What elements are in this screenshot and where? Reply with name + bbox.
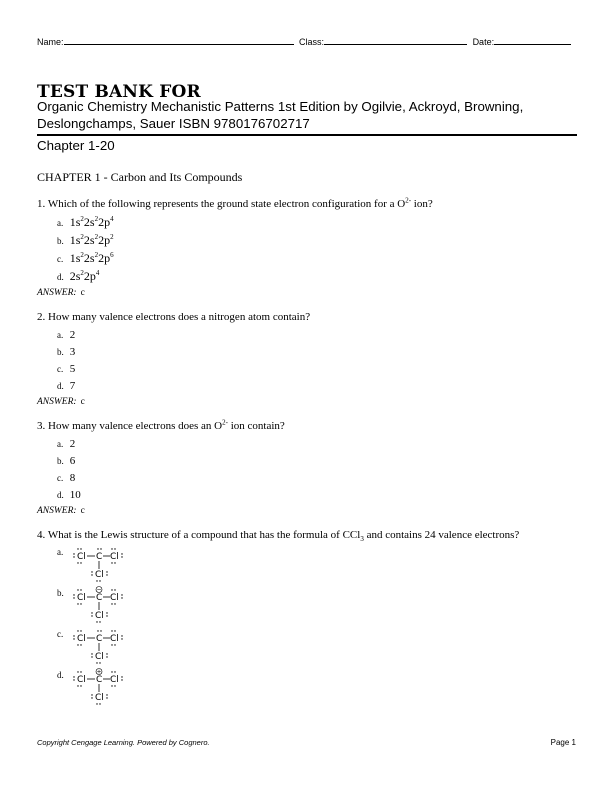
question-text bbox=[37, 311, 582, 323]
question-number: 1. bbox=[37, 198, 46, 210]
chlorine-atom: Cl bbox=[77, 675, 86, 685]
config-orbital: 2p bbox=[98, 215, 111, 229]
carbon-atom: C bbox=[96, 593, 103, 603]
option bbox=[57, 214, 582, 232]
lone-pair-dot bbox=[96, 580, 97, 581]
lone-pair-dot bbox=[114, 589, 115, 590]
question-number: 3. bbox=[37, 420, 46, 432]
chlorine-atom: Cl bbox=[95, 693, 104, 703]
carbon-atom: C bbox=[96, 552, 103, 562]
lone-pair-dot bbox=[73, 679, 74, 680]
lone-pair-dot bbox=[80, 548, 81, 549]
lone-pair-dot bbox=[106, 653, 107, 654]
lone-pair-dot bbox=[111, 671, 112, 672]
carbon-atom: C bbox=[96, 634, 103, 644]
config-superscript: 2 bbox=[80, 251, 84, 259]
lone-pair-dot bbox=[121, 676, 122, 677]
config-superscript: 4 bbox=[95, 269, 100, 277]
lewis-options-list bbox=[37, 545, 582, 709]
lone-pair-dot bbox=[80, 685, 81, 686]
option-label: a. bbox=[57, 439, 64, 449]
option-label: c. bbox=[57, 364, 64, 374]
lone-pair-dot bbox=[77, 685, 78, 686]
lone-pair-dot bbox=[91, 694, 92, 695]
lone-pair-dot bbox=[80, 589, 81, 590]
question-4 bbox=[37, 529, 582, 709]
lone-pair-dot bbox=[106, 697, 107, 698]
lone-pair-dot bbox=[99, 662, 100, 663]
config-orbital: 2s bbox=[83, 233, 95, 247]
lone-pair-dot bbox=[73, 676, 74, 677]
chlorine-atom: Cl bbox=[95, 570, 104, 580]
lone-pair-dot bbox=[121, 594, 122, 595]
lone-pair-dot bbox=[111, 603, 112, 604]
chlorine-atom: Cl bbox=[110, 552, 119, 562]
question-number: 2. bbox=[37, 311, 46, 323]
question-text-part: ion contain? bbox=[227, 420, 285, 432]
lewis-structure bbox=[67, 668, 131, 708]
lone-pair-dot bbox=[77, 589, 78, 590]
class-label: Class: bbox=[299, 37, 325, 47]
lone-pair-dot bbox=[111, 562, 112, 563]
lone-pair-dot bbox=[106, 615, 107, 616]
option bbox=[57, 378, 582, 395]
option-value: 6 bbox=[69, 455, 76, 467]
lone-pair-dot bbox=[73, 556, 74, 557]
lone-pair-dot bbox=[97, 630, 98, 631]
config-orbital: 2s bbox=[69, 269, 81, 283]
lone-pair-dot bbox=[80, 644, 81, 645]
question-text-part: What is the Lewis structure of a compound that has the formula of CCl bbox=[47, 529, 361, 541]
lone-pair-dot bbox=[91, 615, 92, 616]
lone-pair-dot bbox=[73, 597, 74, 598]
formal-charge-sign: + bbox=[96, 668, 102, 676]
footer-copyright: Copyright Cengage Learning. Powered by Cognero. bbox=[37, 738, 210, 747]
lone-pair-dot bbox=[121, 638, 122, 639]
lone-pair-dot bbox=[106, 574, 107, 575]
option bbox=[57, 470, 582, 487]
config-superscript: 2 bbox=[94, 215, 99, 223]
answer-value: c bbox=[80, 506, 85, 516]
lone-pair-dot bbox=[100, 548, 101, 549]
option-label: b. bbox=[57, 236, 64, 246]
lone-pair-dot bbox=[111, 630, 112, 631]
lone-pair-dot bbox=[77, 603, 78, 604]
formal-charge-sign: − bbox=[96, 586, 102, 594]
config-orbital: 1s bbox=[69, 251, 81, 265]
lone-pair-dot bbox=[99, 703, 100, 704]
question-text-part: and contains 24 valence electrons? bbox=[363, 529, 520, 541]
lone-pair-dot bbox=[111, 644, 112, 645]
config-orbital: 1s bbox=[69, 215, 81, 229]
electron-configuration bbox=[70, 233, 114, 247]
option-label: a. bbox=[57, 218, 64, 228]
option-value: 5 bbox=[69, 363, 76, 375]
config-superscript: 6 bbox=[110, 251, 114, 259]
electron-configuration bbox=[70, 251, 114, 265]
config-superscript: 2 bbox=[110, 233, 114, 241]
chapter-heading: CHAPTER 1 - Carbon and Its Compounds bbox=[37, 170, 243, 184]
chlorine-atom: Cl bbox=[95, 652, 104, 662]
option bbox=[57, 361, 582, 378]
config-orbital: 2p bbox=[83, 269, 96, 283]
chlorine-atom: Cl bbox=[95, 611, 104, 621]
option-value: 2 bbox=[69, 438, 76, 450]
option-label: a. bbox=[57, 547, 64, 557]
option-label: a. bbox=[57, 330, 64, 340]
chlorine-atom: Cl bbox=[110, 593, 119, 603]
config-superscript: 2 bbox=[80, 269, 84, 277]
option bbox=[57, 344, 582, 361]
lone-pair-dot bbox=[121, 597, 122, 598]
option-label: c. bbox=[57, 473, 64, 483]
lone-pair-dot bbox=[91, 697, 92, 698]
lone-pair-dot bbox=[100, 630, 101, 631]
lone-pair-dot bbox=[91, 571, 92, 572]
option bbox=[57, 232, 582, 250]
answer-line bbox=[37, 288, 582, 298]
option bbox=[57, 487, 582, 504]
answer-line bbox=[37, 397, 582, 407]
config-orbital: 2s bbox=[83, 251, 95, 265]
lone-pair-dot bbox=[80, 630, 81, 631]
carbon-atom: C bbox=[96, 675, 103, 685]
chlorine-atom: Cl bbox=[110, 634, 119, 644]
lone-pair-dot bbox=[91, 653, 92, 654]
answer-label: ANSWER: bbox=[37, 288, 77, 298]
config-superscript: 4 bbox=[110, 215, 114, 223]
option-label: d. bbox=[57, 490, 64, 500]
chapter-range: Chapter 1-20 bbox=[37, 138, 115, 153]
lone-pair-dot bbox=[77, 562, 78, 563]
date-blank bbox=[494, 36, 571, 45]
electron-configuration bbox=[70, 215, 114, 229]
lone-pair-dot bbox=[80, 671, 81, 672]
option-label: c. bbox=[57, 629, 64, 639]
lone-pair-dot bbox=[96, 662, 97, 663]
lewis-structure bbox=[67, 627, 131, 667]
lone-pair-dot bbox=[114, 603, 115, 604]
lone-pair-dot bbox=[114, 548, 115, 549]
lone-pair-dot bbox=[114, 630, 115, 631]
config-superscript: 2 bbox=[94, 233, 99, 241]
answer-label: ANSWER: bbox=[37, 397, 77, 407]
superscript: 2- bbox=[222, 418, 228, 427]
option-label: d. bbox=[57, 272, 64, 282]
lone-pair-dot bbox=[114, 685, 115, 686]
option-label: b. bbox=[57, 588, 64, 598]
lone-pair-dot bbox=[106, 656, 107, 657]
lone-pair-dot bbox=[111, 548, 112, 549]
lone-pair-dot bbox=[91, 612, 92, 613]
config-orbital: 2p bbox=[98, 251, 111, 265]
config-orbital: 1s bbox=[69, 233, 81, 247]
lone-pair-dot bbox=[121, 556, 122, 557]
answer-line bbox=[37, 506, 582, 516]
question-1 bbox=[37, 198, 582, 298]
lone-pair-dot bbox=[96, 621, 97, 622]
lone-pair-dot bbox=[99, 621, 100, 622]
option-value: 2 bbox=[69, 329, 76, 341]
option bbox=[57, 250, 582, 268]
options-list bbox=[37, 214, 582, 286]
option-value: 3 bbox=[69, 346, 76, 358]
lone-pair-dot bbox=[96, 703, 97, 704]
question-text bbox=[37, 198, 582, 210]
lone-pair-dot bbox=[73, 594, 74, 595]
page-number: Page 1 bbox=[550, 738, 576, 747]
question-number: 4. bbox=[37, 529, 46, 541]
config-orbital: 2s bbox=[83, 215, 95, 229]
lone-pair-dot bbox=[77, 644, 78, 645]
lone-pair-dot bbox=[121, 553, 122, 554]
lone-pair-dot bbox=[73, 635, 74, 636]
option bbox=[57, 453, 582, 470]
question-text bbox=[37, 420, 582, 432]
lone-pair-dot bbox=[121, 635, 122, 636]
book-subtitle: Organic Chemistry Mechanistic Patterns 1st Edition by Ogilvie, Ackroyd, Browning, Deslongchamps, Sauer ISBN 9780176702717 bbox=[37, 99, 524, 131]
lone-pair-dot bbox=[106, 571, 107, 572]
question-2 bbox=[37, 311, 582, 407]
answer-value: c bbox=[80, 397, 85, 407]
name-blank bbox=[64, 36, 294, 45]
lone-pair-dot bbox=[111, 685, 112, 686]
lone-pair-dot bbox=[77, 630, 78, 631]
lone-pair-dot bbox=[97, 548, 98, 549]
lone-pair-dot bbox=[80, 603, 81, 604]
option-label: b. bbox=[57, 456, 64, 466]
lone-pair-dot bbox=[77, 548, 78, 549]
page-title: TEST BANK FOR bbox=[37, 82, 201, 102]
option bbox=[57, 436, 582, 453]
lewis-option bbox=[57, 668, 582, 709]
lone-pair-dot bbox=[106, 694, 107, 695]
lewis-structure bbox=[67, 545, 131, 585]
option-label: b. bbox=[57, 347, 64, 357]
answer-value: c bbox=[80, 288, 85, 298]
lone-pair-dot bbox=[99, 580, 100, 581]
lone-pair-dot bbox=[111, 589, 112, 590]
question-text-part: Which of the following represents the ground state electron configuration for a O bbox=[47, 198, 406, 210]
lone-pair-dot bbox=[121, 679, 122, 680]
option bbox=[57, 327, 582, 344]
lone-pair-dot bbox=[106, 612, 107, 613]
config-superscript: 2 bbox=[80, 215, 84, 223]
question-text-part: ion? bbox=[411, 198, 433, 210]
question-text-part: How many valence electrons does a nitrogen atom contain? bbox=[48, 311, 311, 323]
option-value: 7 bbox=[69, 380, 76, 392]
chlorine-atom: Cl bbox=[110, 675, 119, 685]
lone-pair-dot bbox=[80, 562, 81, 563]
config-orbital: 2p bbox=[98, 233, 111, 247]
electron-configuration bbox=[70, 269, 100, 283]
option-label: d. bbox=[57, 381, 64, 391]
header-fields bbox=[37, 36, 571, 47]
question-content bbox=[37, 170, 582, 722]
lone-pair-dot bbox=[114, 562, 115, 563]
lone-pair-dot bbox=[77, 671, 78, 672]
chlorine-atom: Cl bbox=[77, 552, 86, 562]
question-text-part: How many valence electrons does an O bbox=[48, 420, 223, 432]
answer-label: ANSWER: bbox=[37, 506, 77, 516]
superscript: 2- bbox=[405, 196, 412, 205]
lone-pair-dot bbox=[73, 638, 74, 639]
lone-pair-dot bbox=[91, 656, 92, 657]
lone-pair-dot bbox=[91, 574, 92, 575]
config-superscript: 2 bbox=[80, 233, 84, 241]
lone-pair-dot bbox=[114, 671, 115, 672]
class-blank bbox=[324, 36, 467, 45]
title-rule bbox=[37, 134, 577, 136]
lewis-option bbox=[57, 545, 582, 586]
subscript: 3 bbox=[360, 535, 364, 544]
name-label: Name: bbox=[37, 37, 64, 47]
lewis-option bbox=[57, 586, 582, 627]
lewis-option bbox=[57, 627, 582, 668]
lone-pair-dot bbox=[114, 644, 115, 645]
option bbox=[57, 268, 582, 286]
lone-pair-dot bbox=[73, 553, 74, 554]
config-superscript: 2 bbox=[94, 251, 99, 259]
chlorine-atom: Cl bbox=[77, 593, 86, 603]
option-label: d. bbox=[57, 670, 64, 680]
question-3 bbox=[37, 420, 582, 516]
option-label: c. bbox=[57, 254, 64, 264]
option-value: 8 bbox=[69, 472, 76, 484]
question-text bbox=[37, 529, 582, 544]
chlorine-atom: Cl bbox=[77, 634, 86, 644]
lewis-structure bbox=[67, 586, 131, 626]
option-value: 10 bbox=[69, 489, 81, 501]
date-label: Date: bbox=[472, 37, 495, 47]
